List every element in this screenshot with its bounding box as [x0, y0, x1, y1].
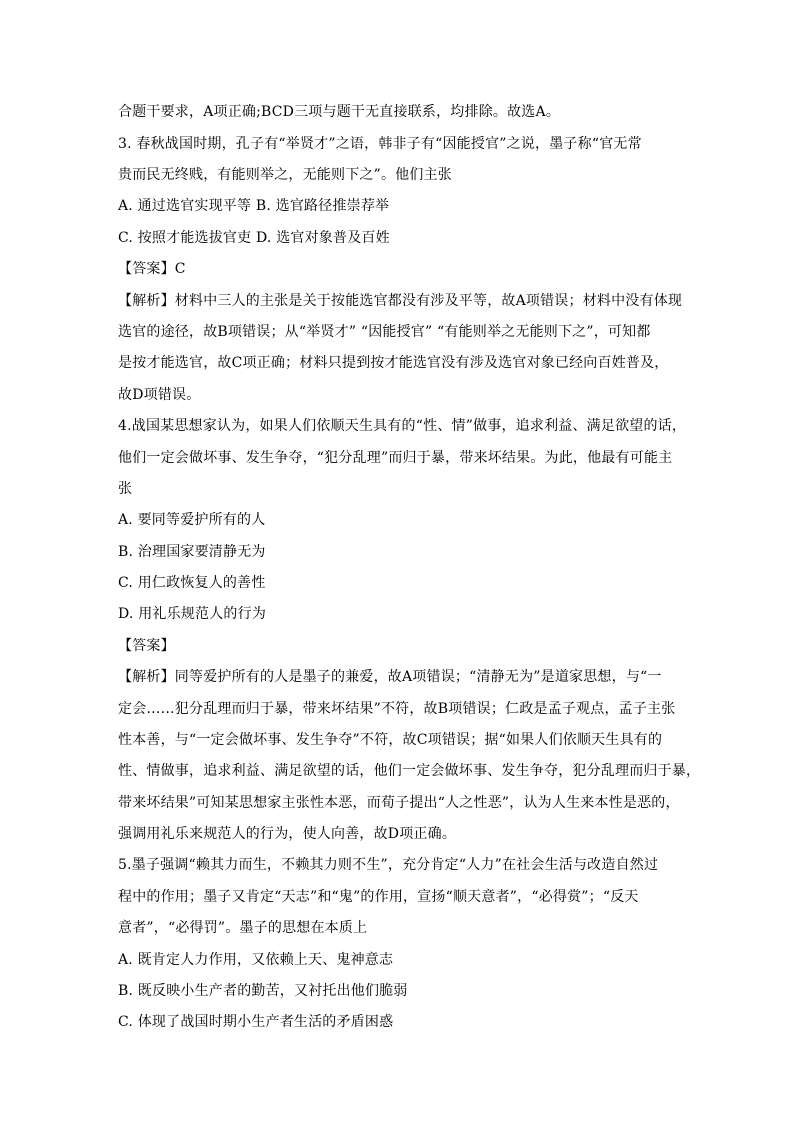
question-3-analysis-line-4: 故D项错误。 [118, 387, 201, 403]
question-5-option-c: C. 体现了战国时期小生产者生活的矛盾困惑 [118, 1014, 394, 1030]
text-line-1: 合题干要求，A项正确;BCD三项与题干无直接联系，均排除。故选A。 [118, 104, 561, 120]
question-4-analysis-line-6: 强调用礼乐来规范人的行为，使人向善，故D项正确。 [118, 826, 457, 842]
question-4-stem-line-2: 他们一定会做坏事、发生争夺，“犯分乱理”而归于暴，带来坏结果。为此，他最有可能主 [118, 450, 673, 466]
question-4-option-c: C. 用仁政恢复人的善性 [118, 575, 266, 591]
question-4-stem-line-1: 4.战国某思想家认为，如果人们依顺天生具有的“性、情”做事，追求利益、满足欲望的话， [118, 418, 687, 434]
question-4-option-d: D. 用礼乐规范人的行为 [118, 606, 267, 622]
question-3-analysis-line-3: 是按才能选官，故C项正确；材料只提到按才能选官没有涉及选官对象已经向百姓普及， [118, 355, 669, 371]
question-4-option-a: A. 要同等爱护所有的人 [118, 512, 266, 528]
question-3-stem-line-1: 3. 春秋战国时期，孔子有“举贤才”之语，韩非子有“因能授官”之说，墨子称“官无常 [118, 136, 642, 152]
question-5-option-b: B. 既反映小生产者的勤苦，又衬托出他们脆弱 [118, 983, 408, 999]
question-5-stem-line-2: 程中的作用；墨子又肯定“天志”和“鬼”的作用，宣扬“顺天意者”，“必得赏”；“反天 [118, 889, 639, 905]
question-3-options-ab: A. 通过选官实现平等 B. 选官路径推崇荐举 [118, 198, 390, 214]
question-4-option-b: B. 治理国家要清静无为 [118, 544, 266, 560]
question-5-option-a: A. 既肯定人力作用，又依赖上天、鬼神意志 [118, 952, 394, 968]
question-3-answer: 【答案】C [118, 261, 186, 277]
question-4-analysis-line-4: 性、情做事，追求利益、满足欲望的话，他们一定会做坏事、发生争夺，犯分乱理而归于暴， [118, 763, 701, 779]
question-3-analysis-line-1: 【解析】材料中三人的主张是关于按能选官都没有涉及平等，故A项错误；材料中没有体现 [118, 293, 683, 309]
question-3-options-cd: C. 按照才能选拔官吏 D. 选官对象普及百姓 [118, 230, 390, 246]
question-4-analysis-line-5: 带来坏结果”可知某思想家主张性本恶，而荀子提出“人之性恶”，认为人生来本性是恶的， [118, 795, 680, 811]
question-4-answer: 【答案】 [118, 638, 175, 654]
question-4-analysis-line-1: 【解析】同等爱护所有的人是墨子的兼爱，故A项错误；“清静无为”是道家思想，与“一 [118, 669, 662, 685]
question-5-stem-line-1: 5.墨子强调“赖其力而生，不赖其力则不生”，充分肯定“人力”在社会生活与改造自然过 [118, 857, 659, 873]
question-3-stem-line-2: 贵而民无终贱，有能则举之，无能则下之”。他们主张 [118, 167, 452, 183]
question-4-stem-line-3: 张 [118, 481, 133, 497]
question-4-analysis-line-3: 性本善，与“一定会做坏事、发生争夺”不符，故C项错误；据“如果人们依顺天生具有的 [118, 732, 663, 748]
question-3-analysis-line-2: 选官的途径，故B项错误；从“举贤才” “因能授官” “有能则举之无能则下之”，可知都 [118, 324, 651, 340]
question-5-stem-line-3: 意者”，“必得罚”。墨子的思想在本质上 [118, 920, 368, 936]
question-4-analysis-line-2: 定会……犯分乱理而归于暴，带来坏结果”不符，故B项错误；仁政是孟子观点，孟子主张 [118, 701, 676, 717]
